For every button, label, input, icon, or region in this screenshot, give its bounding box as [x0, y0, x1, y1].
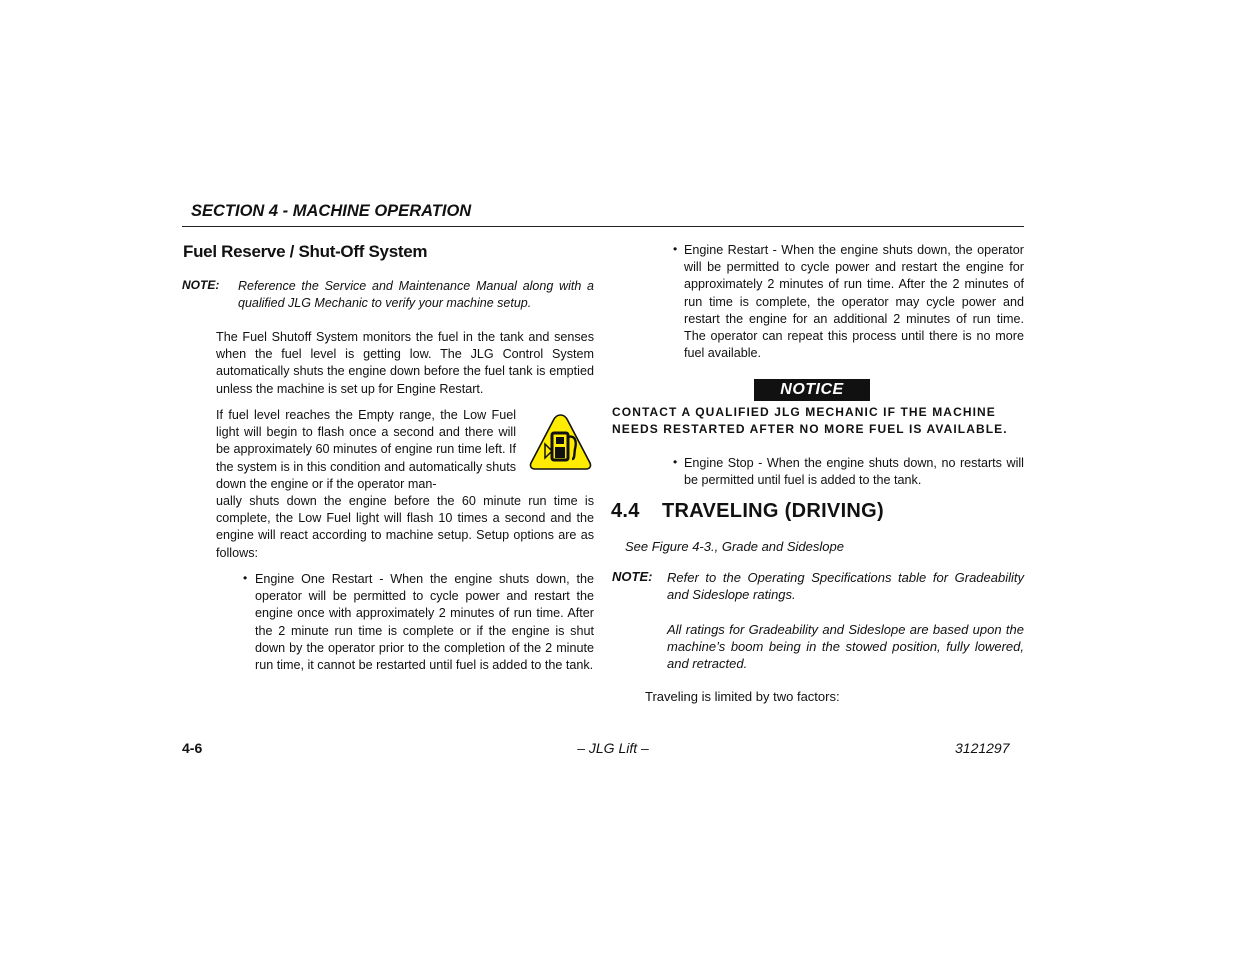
notice-text: CONTACT A QUALIFIED JLG MECHANIC IF THE MACHINE NEEDS RESTARTED AFTER NO MORE FUEL IS AVAILABLE.: [612, 405, 1008, 437]
page-number: 4-6: [182, 740, 203, 756]
engine-restart-item: Engine Restart - When the engine shuts down, the operator will be permitted to cycle power and restart the engine for approximately 2 minutes of run time. After the 2 minutes of run time is complete, the operator may cycle power and restart the engine for an additional 2 minutes of run time. The operator can repeat this process until there is no more fuel available.: [684, 243, 1024, 361]
fuel-shutoff-paragraph: The Fuel Shutoff System monitors the fuel in the tank and senses when the fuel level is getting low. The JLG Control System automatically shuts the engine down before the fuel tank is emptied unless the machine is set up for Engine Restart.: [216, 330, 594, 396]
low-fuel-paragraph: If fuel level reaches the Empty range, the Low Fuel light will begin to flash once a second and there will be approximately 60 minutes of engine run time left. If the system is in this condition and automatically shuts down the engine or if the operator man-: [216, 408, 516, 491]
header-rule: [182, 226, 1024, 227]
section-number: 4.4: [611, 500, 640, 522]
notice-label: NOTICE: [754, 379, 870, 401]
note-text: Reference the Service and Maintenance Manual along with a qualified JLG Mechanic to verify your machine setup.: [238, 279, 594, 310]
note-label: NOTE:: [612, 569, 653, 584]
document-number: 3121297: [955, 740, 1010, 756]
footer-title: – JLG Lift –: [577, 740, 649, 756]
traveling-limited-text: Traveling is limited by two factors:: [645, 689, 840, 704]
bullet-marker: •: [673, 242, 678, 256]
low-fuel-icon: [529, 413, 592, 470]
engine-stop-item: Engine Stop - When the engine shuts down, no restarts will be permitted until fuel is added to the tank.: [684, 456, 1024, 488]
setup-options-paragraph: ually shuts down the engine before the 60 minute run time is complete, the Low Fuel light will flash 10 times a second and the engine will react according to machine setup. Setup options are as follows:: [216, 494, 594, 560]
bullet-marker: •: [673, 455, 678, 469]
note-label: NOTE:: [182, 278, 220, 292]
section-heading-text: TRAVELING (DRIVING): [662, 500, 884, 522]
bullet-marker: •: [243, 571, 248, 585]
traveling-heading: [611, 500, 884, 523]
figure-reference: See Figure 4-3., Grade and Sideslope: [625, 539, 844, 554]
fuel-reserve-heading: Fuel Reserve / Shut-Off System: [183, 242, 428, 261]
note-text-ratings: All ratings for Gradeability and Sideslope are based upon the machine’s boom being in the stowed position, fully lowered, and retracted.: [667, 622, 1024, 672]
engine-one-restart-item: Engine One Restart - When the engine shuts down, the operator will be permitted to cycle power and restart the engine once with approximately 2 minutes of run time. After the 2 minute run time is complete or if the engine is shut down by the operator prior to the completion of the 2 minute run time, it cannot be restarted until fuel is added to the tank.: [255, 572, 594, 673]
section-title: SECTION 4 - MACHINE OPERATION: [191, 202, 472, 220]
note-text-gradeability: Refer to the Operating Specifications table for Gradeability and Sideslope ratings.: [667, 570, 1024, 603]
